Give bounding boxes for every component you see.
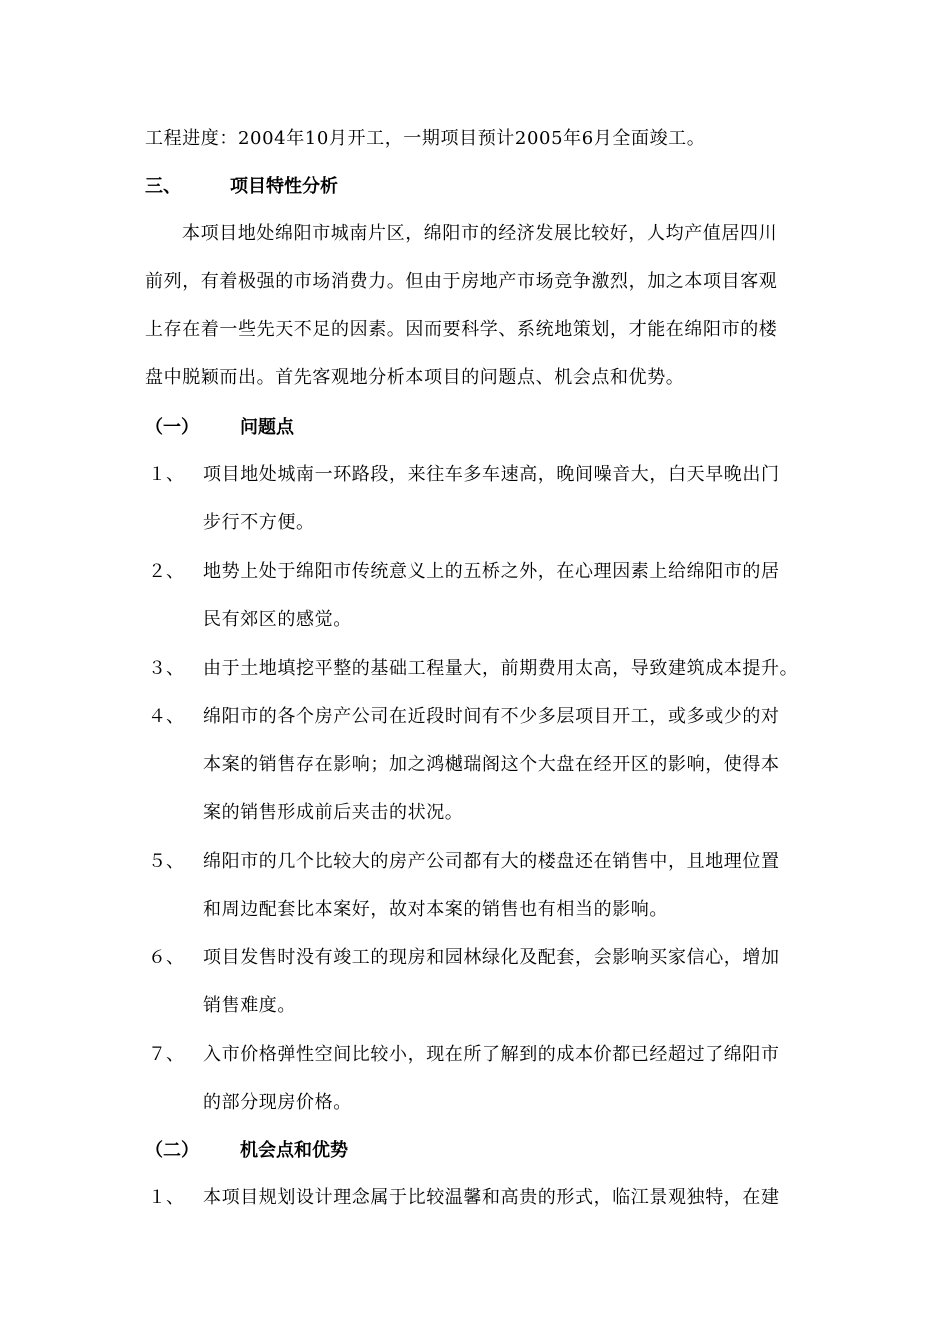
- section-title: 项目特性分析: [230, 176, 338, 197]
- item-line: 地势上处于绵阳市传统意义上的五桥之外，在心理因素上给绵阳市的居: [203, 561, 780, 582]
- item-line: 本案的销售存在影响；加之鸿樾瑞阁这个大盘在经开区的影响，使得本: [203, 754, 780, 775]
- item-line: 入市价格弹性空间比较小，现在所了解到的成本价都已经超过了绵阳市: [203, 1044, 780, 1065]
- item-number: ４、: [148, 706, 184, 727]
- intro-line: 前列，有着极强的市场消费力。但由于房地产市场竞争激烈，加之本项目客观: [145, 271, 778, 292]
- item-number: １、: [148, 1187, 184, 1208]
- item-line: 步行不方便。: [203, 512, 315, 533]
- intro-line: 上存在着一些先天不足的因素。因而要科学、系统地策划，才能在绵阳市的楼: [145, 319, 778, 340]
- item-line: 项目地处城南一环路段，来往车多车速高，晚间噪音大，白天早晚出门: [203, 464, 780, 485]
- section-number: 三、: [145, 176, 181, 197]
- item-number: ６、: [148, 947, 184, 968]
- item-number: １、: [148, 464, 184, 485]
- subsection-number: （一）: [145, 417, 199, 438]
- progress-line: 工程进度：2004年10月开工，一期项目预计2005年6月全面竣工。: [145, 128, 706, 149]
- item-number: ７、: [148, 1044, 184, 1065]
- item-line: 销售难度。: [203, 995, 296, 1016]
- item-line: 民有郊区的感觉。: [203, 609, 352, 630]
- item-number: ５、: [148, 851, 184, 872]
- item-line: 绵阳市的各个房产公司在近段时间有不少多层项目开工，或多或少的对: [203, 706, 780, 727]
- item-line: 的部分现房价格。: [203, 1092, 352, 1113]
- subsection-title: 问题点: [240, 417, 294, 438]
- item-line: 本项目规划设计理念属于比较温馨和高贵的形式，临江景观独特，在建: [203, 1187, 780, 1208]
- intro-line: 本项目地处绵阳市城南片区，绵阳市的经济发展比较好，人均产值居四川: [182, 223, 778, 244]
- item-line: 案的销售形成前后夹击的状况。: [203, 802, 464, 823]
- item-line: 由于土地填挖平整的基础工程量大，前期费用太高，导致建筑成本提升。: [203, 658, 799, 679]
- item-line: 绵阳市的几个比较大的房产公司都有大的楼盘还在销售中，且地理位置: [203, 851, 780, 872]
- item-number: ３、: [148, 658, 184, 679]
- item-line: 项目发售时没有竣工的现房和园林绿化及配套，会影响买家信心，增加: [203, 947, 780, 968]
- item-line: 和周边配套比本案好，故对本案的销售也有相当的影响。: [203, 899, 668, 920]
- subsection-title: 机会点和优势: [240, 1140, 348, 1161]
- item-number: ２、: [148, 561, 184, 582]
- intro-line: 盘中脱颖而出。首先客观地分析本项目的问题点、机会点和优势。: [145, 367, 685, 388]
- subsection-number: （二）: [145, 1140, 199, 1161]
